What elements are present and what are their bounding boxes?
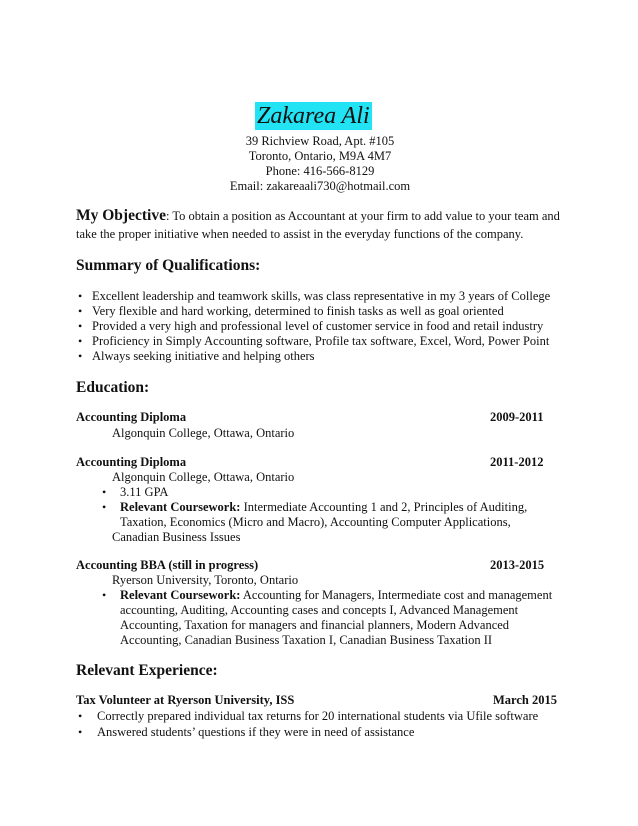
- coursework-line: Accounting, Taxation for managers and financial planners, Modern Advanced: [120, 618, 510, 632]
- phone: Phone: 416-566-8129: [265, 164, 375, 178]
- qualification-item: Proficiency in Simply Accounting software, Profile tax software, Excel, Word, Power Point: [92, 334, 550, 348]
- objective-line-1: [76, 207, 560, 225]
- objective-text-1: : To obtain a position as Accountant at your firm to add value to your team and: [165, 209, 560, 223]
- education-school: Ryerson University, Toronto, Ontario: [112, 573, 299, 587]
- education-heading: Education:: [76, 379, 150, 396]
- education-dates: 2011-2012: [490, 455, 544, 469]
- education-title: Accounting Diploma: [76, 455, 187, 469]
- coursework-line: Canadian Business Issues: [112, 530, 241, 544]
- education-gpa: 3.11 GPA: [120, 485, 169, 499]
- qualification-item: Always seeking initiative and helping others: [92, 349, 315, 363]
- coursework-text: Accounting for Managers, Intermediate cost and management: [240, 588, 553, 602]
- coursework-line: accounting, Auditing, Accounting cases and concepts I, Advanced Management: [120, 603, 519, 617]
- coursework-line: [120, 500, 527, 515]
- coursework-line: [120, 588, 552, 603]
- bullet-icon: •: [78, 289, 83, 303]
- bullet-icon: •: [78, 349, 83, 363]
- qualification-item: Provided a very high and professional level of customer service in food and retail industry: [92, 319, 544, 333]
- email: Email: zakareaali730@hotmail.com: [229, 179, 411, 193]
- qualification-item: Very flexible and hard working, determined to finish tasks as well as goal oriented: [92, 304, 504, 318]
- objective-heading: My Objective: [76, 207, 166, 224]
- bullet-icon: •: [102, 485, 107, 499]
- objective-text-2: take the proper initiative when needed to assist in the everyday functions of the company.: [76, 227, 524, 241]
- coursework-text: Intermediate Accounting 1 and 2, Principles of Auditing,: [240, 500, 528, 514]
- coursework-line: Taxation, Economics (Micro and Macro), Accounting Computer Applications,: [120, 515, 511, 529]
- bullet-icon: •: [102, 588, 107, 602]
- bullet-icon: •: [78, 725, 83, 739]
- bullet-icon: •: [78, 709, 83, 723]
- education-school: Algonquin College, Ottawa, Ontario: [112, 426, 295, 440]
- job-title: Tax Volunteer at Ryerson University, ISS: [76, 693, 295, 707]
- bullet-icon: •: [102, 500, 107, 514]
- bullet-icon: •: [78, 319, 83, 333]
- qualification-item: Excellent leadership and teamwork skills, was class representative in my 3 years of College: [92, 289, 551, 303]
- education-dates: 2009-2011: [490, 410, 544, 424]
- education-school: Algonquin College, Ottawa, Ontario: [112, 470, 295, 484]
- experience-heading: Relevant Experience:: [76, 662, 218, 679]
- coursework-line: Accounting, Canadian Business Taxation I, Canadian Business Taxation II: [120, 633, 493, 647]
- coursework-label: Relevant Coursework:: [120, 500, 241, 514]
- education-title: Accounting BBA (still in progress): [76, 558, 259, 572]
- candidate-name: Zakarea Ali: [257, 103, 370, 129]
- coursework-label: Relevant Coursework:: [120, 588, 241, 602]
- address-line-1: 39 Richview Road, Apt. #105: [245, 134, 395, 148]
- experience-item: Correctly prepared individual tax returns for 20 international students via Ufile software: [97, 709, 539, 723]
- bullet-icon: •: [78, 334, 83, 348]
- education-dates: 2013-2015: [490, 558, 545, 572]
- bullet-icon: •: [78, 304, 83, 318]
- experience-item: Answered students’ questions if they were in need of assistance: [97, 725, 415, 739]
- education-title: Accounting Diploma: [76, 410, 187, 424]
- job-date: March 2015: [493, 693, 557, 707]
- address-line-2: Toronto, Ontario, M9A 4M7: [248, 149, 392, 163]
- qualifications-heading: Summary of Qualifications:: [76, 257, 261, 274]
